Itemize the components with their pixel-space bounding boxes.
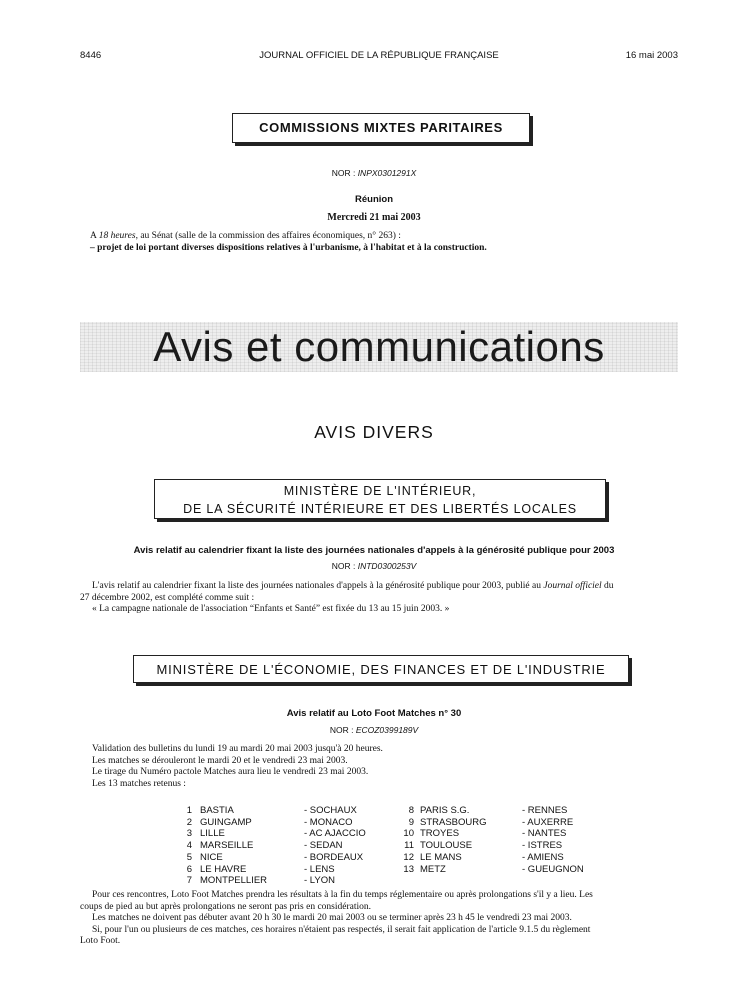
avis-body-generosite bbox=[80, 581, 680, 616]
ministere-interieur-line2: DE LA SÉCURITÉ INTÉRIEURE ET DES LIBERTÉS LOCALES bbox=[183, 502, 577, 516]
loto-line: Validation des bulletins du lundi 19 au mardi 20 mai 2003 jusqu'à 20 heures. bbox=[92, 744, 383, 754]
journal-title: JOURNAL OFFICIEL DE LA RÉPUBLIQUE FRANÇAISE bbox=[259, 50, 499, 61]
loto-line: Le tirage du Numéro pactole Matches aura lieu le vendredi 23 mai 2003. bbox=[92, 767, 369, 777]
match-number: 12 bbox=[403, 851, 414, 863]
match-number: 6 bbox=[186, 863, 192, 875]
away-team: - NANTES bbox=[522, 828, 567, 840]
loto-rule-line: coups de pied au but après prolongations ne seront pas pris en considération. bbox=[80, 901, 371, 912]
reunion-place: , au Sénat (salle de la commission des affaires économiques, n° 263) : bbox=[135, 231, 401, 241]
page-number: 8446 bbox=[80, 50, 102, 61]
match-number: 1 bbox=[186, 805, 192, 816]
avis-paragraph-2: « La campagne nationale de l'association “Enfants et Santé” est fixée du 13 au 15 juin 2003. » bbox=[92, 604, 450, 614]
para-text: L'avis relatif au calendrier fixant la liste des journées nationales d'appels à la générosité publique pour 2003, publié au bbox=[92, 581, 541, 591]
reunion-prefix: A bbox=[90, 231, 97, 241]
reunion-details bbox=[90, 231, 690, 254]
avis-title-generosite: Avis relatif au calendrier fixant la liste des journées nationales d'appels à la générosité publique pour 2003 bbox=[133, 545, 615, 556]
nor-reference bbox=[0, 168, 748, 178]
reunion-location bbox=[90, 231, 690, 243]
home-team: METZ bbox=[420, 863, 446, 875]
nor-label: NOR : bbox=[331, 168, 356, 178]
match-numbers-left bbox=[180, 805, 192, 887]
loto-intro bbox=[92, 744, 692, 790]
section-box-ministere-interieur bbox=[154, 479, 606, 519]
match-number: 9 bbox=[408, 816, 414, 828]
para-end: du bbox=[604, 581, 614, 591]
loto-rule-line: Les matches ne doivent pas débuter avant 20 h 30 le mardi 20 mai 2003 ou se terminer après 23 h 45 le vendredi 23 mai 2003. bbox=[92, 913, 572, 923]
match-numbers-right bbox=[400, 805, 414, 875]
loto-rules bbox=[80, 890, 682, 948]
reunion-date: Mercredi 21 mai 2003 bbox=[327, 212, 421, 223]
loto-line: Les 13 matches retenus : bbox=[92, 778, 186, 789]
loto-line: Les matches se dérouleront le mardi 20 et le vendredi 23 mai 2003. bbox=[92, 755, 348, 766]
home-team: TROYES bbox=[420, 828, 460, 840]
home-team: LE HAVRE bbox=[200, 863, 247, 875]
home-team: NICE bbox=[200, 851, 223, 863]
away-team: - ISTRES bbox=[522, 840, 563, 852]
nor-code: INPX0301291X bbox=[357, 168, 417, 178]
ministere-economie-title: MINISTÈRE DE L'ÉCONOMIE, DES FINANCES ET DE L'INDUSTRIE bbox=[156, 662, 606, 677]
home-team: PARIS S.G. bbox=[420, 805, 470, 816]
match-number: 5 bbox=[186, 851, 192, 863]
nor-label: NOR : bbox=[329, 725, 354, 735]
match-number: 7 bbox=[186, 875, 192, 887]
match-number: 11 bbox=[404, 840, 414, 852]
para-italic: Journal officiel bbox=[543, 581, 602, 591]
away-teams-right bbox=[522, 805, 584, 875]
avis-title-loto: Avis relatif au Loto Foot Matches n° 30 bbox=[286, 708, 462, 719]
nor-label: NOR : bbox=[331, 561, 356, 571]
away-team: - RENNES bbox=[522, 805, 568, 816]
loto-rule-line: Loto Foot. bbox=[80, 936, 121, 946]
home-team: MARSEILLE bbox=[200, 840, 254, 852]
section-banner bbox=[80, 322, 678, 372]
banner-title: Avis et communications bbox=[153, 323, 605, 370]
away-team: - SOCHAUX bbox=[304, 805, 357, 816]
section-box-commissions bbox=[232, 113, 530, 143]
home-team: GUINGAMP bbox=[200, 816, 252, 828]
reunion-heading: Réunion bbox=[355, 194, 393, 205]
home-team: MONTPELLIER bbox=[200, 875, 268, 887]
away-team: - MONACO bbox=[304, 816, 353, 828]
nor-code: ECOZ0399189V bbox=[355, 725, 419, 735]
away-team: - LYON bbox=[304, 875, 335, 887]
match-number: 3 bbox=[186, 828, 192, 840]
away-teams-left bbox=[304, 805, 366, 887]
home-teams-left bbox=[200, 805, 267, 887]
loto-rule-line: Si, pour l'un ou plusieurs de ces matches, ces horaires n'étaient pas respectés, il serait fait application de l'article 9.1.5 du règlement bbox=[92, 924, 591, 935]
avis-paragraph-1-cont: 27 décembre 2002, est complété comme suit : bbox=[80, 592, 255, 603]
match-number: 10 bbox=[403, 828, 414, 840]
nor-code: INTD0300253V bbox=[357, 561, 417, 571]
home-teams-right bbox=[420, 805, 487, 875]
nor-reference-economie bbox=[0, 725, 748, 735]
away-team: - AC AJACCIO bbox=[304, 828, 366, 840]
home-team: BASTIA bbox=[200, 805, 234, 816]
home-team: TOULOUSE bbox=[420, 840, 473, 852]
section-title-commissions: COMMISSIONS MIXTES PARITAIRES bbox=[259, 120, 503, 135]
away-team: - BORDEAUX bbox=[304, 851, 364, 863]
nor-reference-interieur bbox=[0, 561, 748, 571]
avis-divers-heading: AVIS DIVERS bbox=[314, 422, 434, 442]
loto-rule-line: Pour ces rencontres, Loto Foot Matches prendra les résultats à la fin du temps réglementaire ou après prolongations s'il y a lieu. Les bbox=[92, 890, 593, 900]
avis-paragraph-1 bbox=[80, 581, 680, 593]
away-team: - AUXERRE bbox=[522, 816, 574, 828]
match-number: 4 bbox=[186, 840, 192, 852]
home-team: LILLE bbox=[200, 828, 225, 840]
match-number: 2 bbox=[186, 816, 192, 828]
match-number: 8 bbox=[408, 805, 414, 816]
home-team: STRASBOURG bbox=[420, 816, 487, 828]
reunion-agenda: – projet de loi portant diverses dispositions relatives à l'urbanisme, à l'habitat et à la construction. bbox=[90, 242, 487, 253]
match-number: 13 bbox=[403, 863, 414, 875]
away-team: - GUEUGNON bbox=[522, 863, 584, 875]
ministere-interieur-line1: MINISTÈRE DE L'INTÉRIEUR, bbox=[283, 484, 477, 498]
away-team: - LENS bbox=[304, 863, 335, 875]
away-team: - AMIENS bbox=[522, 851, 564, 863]
home-team: LE MANS bbox=[420, 851, 462, 863]
issue-date: 16 mai 2003 bbox=[625, 50, 678, 61]
away-team: - SEDAN bbox=[304, 840, 343, 852]
section-box-ministere-economie bbox=[133, 655, 629, 683]
reunion-time: 18 heures bbox=[98, 231, 136, 241]
page-header bbox=[80, 50, 678, 64]
